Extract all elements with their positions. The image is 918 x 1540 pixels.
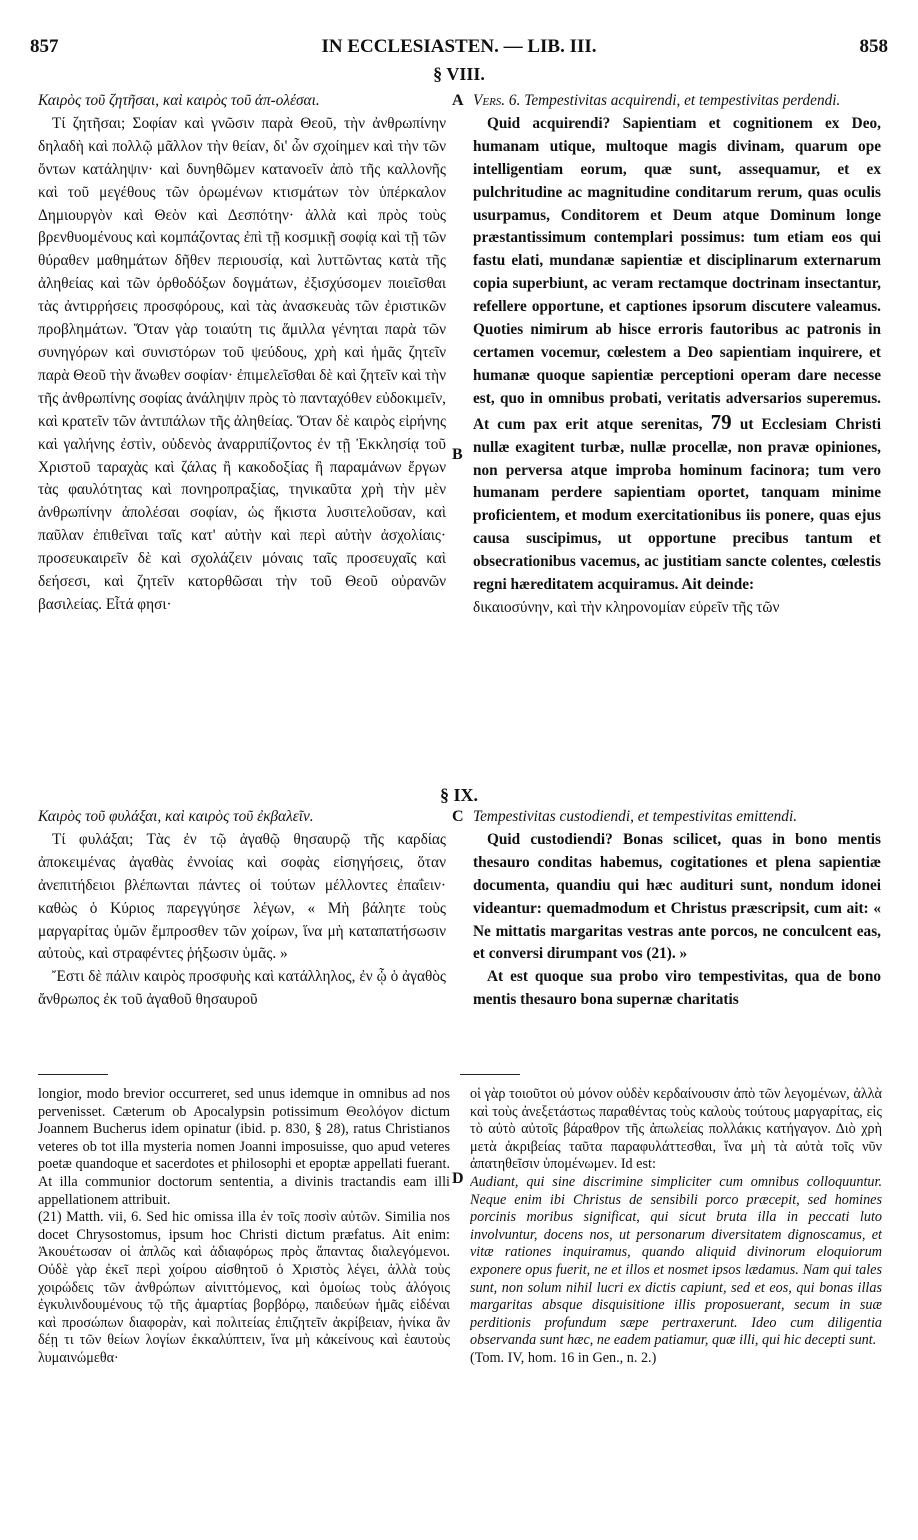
latin-lemma xyxy=(473,90,881,113)
footnote-21: (21) Matth. vii, 6. Sed hic omissa illa ἐν τοῖς ποσὶν αὐτῶν. Similia nos docet Chrysostomus, ipsum hoc Christi dictum præfatus. Ait enim: Ἀκουέτωσαν οἱ ἁπλῶς καὶ ἀδιαφόρως πρὸς ἅπαντας διαλεγόμενοι. Οὐδὲ γὰρ ἐκεῖ περὶ χοίρου αἰσθητοῦ ὁ Χριστὸς λέγει, ἀλλὰ τοὺς χοιρώδεις τῶν ἀνθρώπων αἰνιττόμενος, καὶ ὁμοίως τοὺς ἀλόγοις ἐγκυλινδουμένους τῷ τῆς ἁμαρτίας βορβόρῳ, παιδεύων ἡμᾶς εἰδέναι καὶ προσώπων διαφορὰν, καὶ πολιτείας ἐπιζητεῖν ἀκρίβειαν, ἡνίκα ἂν δέῃ τι τῶν θείων λογίων ἐκκαλύπτειν, ἵνα μὴ κἀκείνους καὶ ἑαυτοὺς λυμαινώμεθα· xyxy=(38,1209,450,1366)
greek-body-ix-1: Τί φυλάξαι; Τὰς ἐν τῷ ἀγαθῷ θησαυρῷ τῆς καρδίας ἀποκειμένας ἀγαθὰς ἐννοίας καὶ σοφὰς εἰσηγήσεις, ὅταν ἀνεπιτήδειοι βλέπωνται πάντες οἱ τούτων μέλλοντες ἐπαΐειν· καθὼς ὁ Κύριος παρεγγύησε λέγων, « Μὴ βάλητε τοὺς μαργαρίτας ὑμῶν ἔμπροσθεν τῶν χοίρων, ἵνα μὴ καταπατήσωσιν αὐτοὺς, καὶ στραφέντες ῥήξωσιν ὑμᾶς. » xyxy=(38,830,446,963)
greek-column-ix xyxy=(38,806,446,1062)
footnote-reference: (Tom. IV, hom. 16 in Gen., n. 2.) xyxy=(470,1349,657,1366)
margin-letter-d: D xyxy=(452,1170,464,1187)
latin-body-ix-1: Quid custodiendi? Bonas scilicet, quas in bono mentis thesauro conditas habemus, cogitationes et plena sapientiæ documenta, quandiu qui hæc audituri sunt, nondum idonei videantur: quemadmodum et Christus præscripsit, cum ait: « Ne mittatis margaritas vestras ante porcos, ne conculcent eas, et conversi dirumpant vos (21). » xyxy=(473,830,881,963)
footnotes-left xyxy=(38,1086,450,1498)
page-number-right: 858 xyxy=(859,36,888,57)
inline-page-number: 79 xyxy=(710,409,732,434)
latin-column-viii xyxy=(473,90,881,770)
verse-label: Vers. 6. xyxy=(473,92,521,109)
latin-body xyxy=(473,113,881,597)
running-title: IN ECCLESIASTEN. — LIB. III. xyxy=(321,36,597,57)
footnotes-right xyxy=(470,1086,882,1498)
latin-body-part-1: Quid acquirendi? Sapientiam et cognitionem ex Deo, humanam utique, multoque magis divinam, quarum ope intelligentiam eorum, quæ sunt, assequamur, et ex pulchritudine ac magnitudine conditarum rerum, quas oculis usurpamus, Conditorem et Deum atque Dominum longe præstantissimum contemplari possimus: tum etiam eos qui fastu elati, mundanæ sapientiæ et disciplinarum externarum copia superbiunt, ac veram rectamque doctrinam insectantur, refellere opportune, et captiones ipsorum discutere valeamus. Quoties nimirum ab hisce erroris fautoribus ac patronis in certamen vocemur, cœlestem a Deo sapientiam inquirere, et humanæ quoque sapientiæ perceptioni operam dare necesse est, quo in omnibus probati, veritatis adversarios superemus. At cum pax erit atque serenitas, xyxy=(473,114,881,433)
latin-column-ix xyxy=(473,806,881,1062)
latin-lemma-text: Tempestivitas acquirendi, et tempestivitas perdendi. xyxy=(524,92,841,109)
section-heading-viii: § VIII. xyxy=(433,64,485,84)
footnote-rule-left xyxy=(38,1074,108,1075)
margin-letter-b: B xyxy=(452,446,463,463)
page-number-left: 857 xyxy=(30,36,59,57)
running-header xyxy=(30,36,888,62)
latin-lemma-ix: Tempestivitas custodiendi, et tempestivitas emittendi. xyxy=(473,808,798,825)
margin-letter-a: A xyxy=(452,92,464,109)
footnote-rule-right xyxy=(460,1074,520,1075)
footnote-latin-translation: Audiant, qui sine discrimine simpliciter cum omnibus colloquuntur. Neque enim ibi Christus de sensibili porco præcepit, sed homines porcinis moribus significat, qui sicut bruta illa in peccati luto involvuntur, docens nos, ut personarum diversitatem dignoscamus, et vitæ rationes inquiramus, quando aliquid divinorum eloquiorum exponere opus fuerit, ne et illos et nosmet ipsos lædamus. Nam qui tales sunt, non solum nihil lucri ex dictis capiunt, sed et eos, qui bonas illas margaritas absque disquisitione illis proposuerant, secum in suæ perditionis profundum sæpe pertraxerunt. Ideo cum diligentia observanda sunt hæc, ne eadem patiamur, quæ illi, qui hic decepti sunt. xyxy=(470,1173,882,1349)
footnote-continuation: longior, modo brevior occurreret, sed unus idemque in omnibus ad nos pervenisset. Cæterum ob Apocalypsin potissimum Θεολόγον dictum Joannem Bucherus idem opinatur (ibid. p. 830, § 28), ratus Christianos veteres ob tot illa mysteria nomen Joanni imposuisse, quo apud veteres poetæ quandoque et sacerdotes et philosophi et epoptæ appellati fuerant. At illa communior doctorum sententia, a divinis tractandis eam illi appellationem attribuit. xyxy=(38,1086,450,1208)
footnote-greek-continuation: οἱ γὰρ τοιοῦτοι οὐ μόνον οὐδὲν κερδαίνουσιν ἀπὸ τῶν λεγομένων, ἀλλὰ καὶ τοὺς ἀνεξετάστως παραθέντας τοὺς καλοὺς τούτους μαργαρίτας, εἰς τὸ αὐτὸ αὐτοῖς βάραθρον τῆς ἀπωλείας πολλάκις κατήγαγον. Διὸ χρὴ μετὰ ἀκριβείας ταῦτα παραφυλάττεσθαι, ἵνα μὴ τὰ αὐτὰ τοῖς νῦν ἀπατηθεῖσιν ὑπομένωμεν. Id est: xyxy=(470,1086,882,1173)
latin-body-part-2: ut Ecclesiam Christi nullæ exagitent turbæ, nullæ procellæ, non pravæ opiniones, non perversa atque improba hominum facinora; tum vero humanam perdere sapientiam oportet, tanquam minime proficientem, et modum exercitationibus iis ponere, quas ejus causa suscipimus, ut opportune precibus tantum et obsecrationibus vacemus, ac justitiam sancte colentes, cœlestis regni hæreditatem acquiramus. Ait deinde: xyxy=(473,415,881,594)
greek-column-viii xyxy=(38,90,446,770)
latin-body-ix-2: At est quoque sua probo viro tempestivitas, qua de bono mentis thesauro bona supernæ charitatis xyxy=(473,968,881,1009)
margin-letter-c: C xyxy=(452,808,464,825)
greek-continuation: δικαιοσύνην, καὶ τὴν κληρονομίαν εὑρεῖν τῆς τῶν xyxy=(473,598,780,616)
section-heading-ix: § IX. xyxy=(439,785,478,805)
greek-lemma: Καιρὸς τοῦ ζητῆσαι, καὶ καιρὸς τοῦ ἀπ-ολέσαι. xyxy=(38,92,320,109)
greek-body: Τί ζητῆσαι; Σοφίαν καὶ γνῶσιν παρὰ Θεοῦ, τὴν ἀνθρωπίνην δηλαδὴ καὶ πολλῷ μᾶλλον τὴν θείαν, δι' ὧν σχοίημεν καὶ τὴν τῶν ὄντων κατάληψιν· καὶ δυνηθῶμεν κατανοεῖν ἀπὸ τῆς καλλονῆς καὶ τοῦ μεγέθους τῶν ὁρωμένων κτισμάτων τὸν ὑπέρκαλον Δημιουργὸν καὶ Θεὸν καὶ Δεσπότην· ἀλλὰ καὶ πρὸς τοὺς βρενθυομένους καὶ κομπάζοντας ἐπὶ τῇ κοσμικῇ σοφίᾳ καὶ τῇ τῶν θύραθεν μαθημάτων δῆθεν περιουσίᾳ, καὶ λυττῶντας κατὰ τῆς ἀληθείας καὶ τῶν ὀρθοδόξων δογμάτων, ἐξισχύσομεν ποιεῖσθαι τὰς ἀντιρρήσεις προσφόρους, καὶ τὰς ἀνασκευὰς τῶν ἐριστικῶν προβλημάτων. Ὅταν γὰρ τοιαύτη τις ἅμιλλα γένηται παρὰ τῶν συνηγόρων καὶ συνιστόρων τοῦ ψεύδους, χρὴ καὶ ἡμᾶς ζητεῖν παρὰ Θεοῦ τὴν ἄνωθεν σοφίαν· ἐπιμελεῖσθαι δὲ καὶ ζητεῖν καὶ τὴν τῆς ἀνθρωπίνης σοφίας ἀνάληψιν πρὸς τὸ πανταχόθεν εὐδοκιμεῖν, καὶ κρατεῖν τῶν ἀντιπάλων τῆς ἀληθείας. Ὅταν δὲ καιρὸς εἰρήνης καὶ γαλήνης ἐστὶν, οὐδενὸς ἀναρριπίζοντος ἐν τῇ Ἐκκλησίᾳ τοῦ Χριστοῦ ταραχὰς καὶ ζάλας ἢ κακοδοξίας ἢ παραμάνων ἔργων τὰς φαυλότητας καὶ πονηροπραξίας, τηνικαῦτα χρὴ τὴν μὲν ἀνθρωπίνην ἀπολέσαι σοφίαν, ὡς ἥκιστα λυσιτελοῦσαν, καὶ παῦλαν ἐπιθεῖναι ταῖς κατ' αὐτὴν καὶ περὶ αὐτὴν ἀσχολίαις· προσευκαιρεῖν δὲ καὶ σχολάζειν μόναις ταῖς προσευχαῖς καὶ δεήσεσι, καὶ ζητεῖν κατορθῶσαι τὴν τοῦ Θεοῦ οὐρανῶν βασιλείας. Εἶτά φησι· xyxy=(38,114,446,613)
greek-lemma-ix: Καιρὸς τοῦ φυλάξαι, καὶ καιρὸς τοῦ ἐκβαλεῖν. xyxy=(38,808,314,825)
greek-body-ix-2: Ἔστι δὲ πάλιν καιρὸς προσφυὴς καὶ κατάλληλος, ἐν ᾧ ὁ ἀγαθὸς ἄνθρωπος ἐκ τοῦ ἀγαθοῦ θησαυροῦ xyxy=(38,968,446,1009)
